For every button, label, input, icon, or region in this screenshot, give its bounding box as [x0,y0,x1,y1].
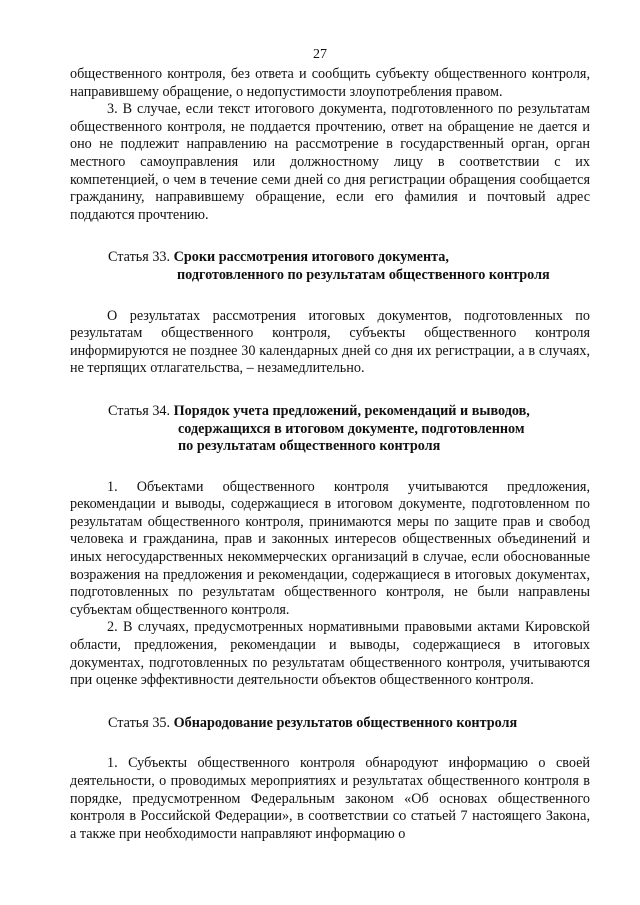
article-33-title-line2: подготовленного по результатам общественного контроля [177,266,550,283]
article-35-paragraph-1: 1. Субъекты общественного контроля обнародуют информацию о своей деятельности, о проводимых мероприятиях и результатах общественного контроля в порядке, предусмотренном Федеральным законом «Об основах общественного контроля в Российской Федерации», в соответствии со статьей 7 настоящего Закона, а также при необходимости направляют информацию о [70,755,590,842]
article-34-paragraph-2: 2. В случаях, предусмотренных нормативными правовыми актами Кировской области, предложения, рекомендации и выводы, содержащиеся в итоговых документах, подготовленных по результатам общественного контроля, учитываются при оценке эффективности деятельности объектов общественного контроля. [70,619,590,689]
page-number: 27 [313,47,327,62]
article-33-title-line1: Сроки рассмотрения итогового документа, [173,249,449,266]
article-34-title-line3: по результатам общественного контроля [178,438,441,455]
article-33-text: О результатах рассмотрения итоговых документов, подготовленных по результатам общественного контроля, субъекты общественного контроля информируются не позднее 30 календарных дней со дня их регистрации, а в случаях, не терпящих отлагательства, – незамедлительно. [70,307,590,377]
article-34-title-line2: содержащихся в итоговом документе, подготовленном [178,420,525,437]
document-body [70,66,590,843]
article-35-title-line1: Обнародование результатов общественного контроля [173,714,518,731]
article-34-paragraph-1: 1. Объектами общественного контроля учитываются предложения, рекомендации и выводы, содержащиеся в итоговом документе, подготовленном по результатам общественного контроля, принимаются меры по защите прав и свобод человека и гражданина, прав и законных интересов общественных объединений и иных негосударственных некоммерческих организаций в случае, если обоснованные возражения на предложения и рекомендации, содержащиеся в итоговых документах, подготовленных по результатам общественного контроля, не были направлены субъектам общественного контроля. [70,478,590,618]
article-34-title-line1: Порядок учета предложений, рекомендаций и выводов, [173,402,530,419]
article-33-number: Статья 33. [108,249,171,266]
article-35-number: Статья 35. [108,714,171,731]
article-35-heading [70,715,590,733]
article-34-heading [70,403,590,456]
article-33-heading [70,249,590,284]
article-34-number: Статья 34. [108,402,171,419]
paragraph-continuation: общественного контроля, без ответа и сообщить субъекту общественного контроля, направившему обращение, о недопустимости злоупотребления правом. [70,66,590,100]
paragraph-item-3: 3. В случае, если текст итогового документа, подготовленного по результатам общественного контроля, не поддается прочтению, ответ на обращение не дается и оно не подлежит направлению на рассмотрение в государственный орган, орган местного самоуправления или должностному лицу в соответствии с их компетенцией, о чем в течение семи дней со дня регистрации обращения сообщается гражданину, направившему обращение, если его фамилия и почтовый адрес поддаются прочтению. [70,101,590,223]
